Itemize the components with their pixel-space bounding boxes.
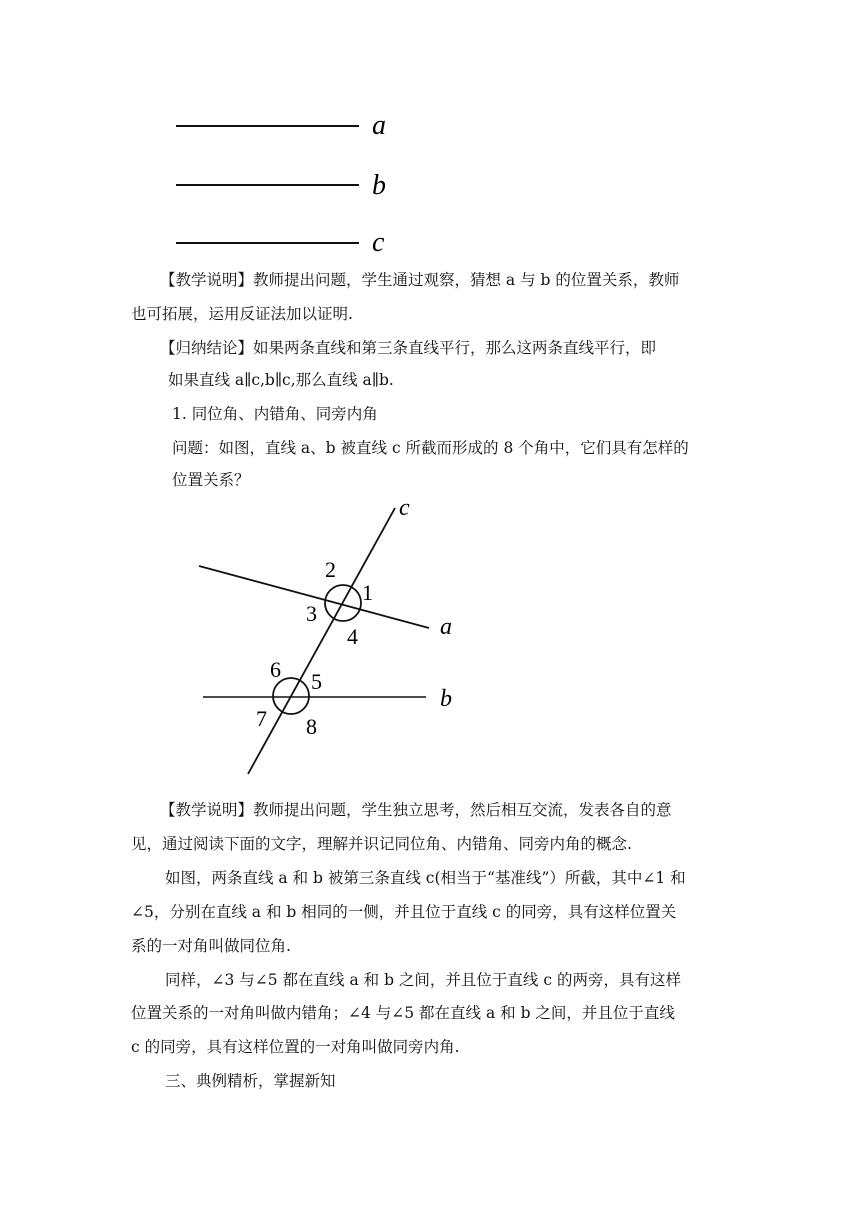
question-line1: 问题：如图，直线 a、b 被直线 c 所截而形成的 8 个角中，它们具有怎样的 [172, 439, 689, 457]
label-b-2: b [440, 686, 452, 712]
section3-heading: 三、典例精析，掌握新知 [165, 1072, 336, 1090]
p5-line2: 位置关系的一对角叫做内错角；∠4 与∠5 都在直线 a 和 b 之间，并且位于直线 [131, 1004, 675, 1022]
p3-line2: 见，通过阅读下面的文字，理解并识记同位角、内错角、同旁内角的概念. [131, 835, 632, 853]
p5-line3: c 的同旁，具有这样位置的一对角叫做同旁内角. [131, 1038, 460, 1056]
p2-line2: 如果直线 a∥c,b∥c,那么直线 a∥b. [168, 371, 394, 389]
p2-line1: 【归纳结论】如果两条直线和第三条直线平行，那么这两条直线平行，即 [160, 339, 657, 357]
angle-5: 5 [311, 669, 322, 694]
angle-4: 4 [347, 624, 358, 649]
angle-1: 1 [362, 580, 373, 605]
p4-line2: ∠5，分别在直线 a 和 b 相同的一侧，并且位于直线 c 的同旁，具有这样位置关 [131, 903, 677, 921]
question-line2: 位置关系？ [172, 471, 250, 489]
angle-2: 2 [325, 557, 336, 582]
p5-line1: 同样，∠3 与∠5 都在直线 a 和 b 之间，并且位于直线 c 的两旁，具有这样 [165, 971, 681, 989]
angle-3: 3 [306, 601, 317, 626]
label-c: c [372, 227, 385, 258]
angle-6: 6 [270, 657, 281, 682]
p1-line2: 也可拓展，运用反证法加以证明. [131, 305, 353, 323]
label-a: a [372, 110, 386, 141]
label-c-2: c [399, 495, 410, 521]
p3-line1: 【教学说明】教师提出问题，学生独立思考，然后相互交流，发表各自的意 [160, 801, 672, 819]
transversal-c [248, 508, 395, 774]
label-a-2: a [440, 614, 452, 640]
angle-8: 8 [306, 714, 317, 739]
item1-heading: 1. 同位角、内错角、同旁内角 [172, 405, 378, 423]
p4-line3: 系的一对角叫做同位角. [131, 937, 291, 955]
label-b: b [372, 170, 386, 201]
p4-line1: 如图，两条直线 a 和 b 被第三条直线 c(相当于“基准线”）所截，其中∠1 和 [165, 869, 686, 887]
p1-line1: 【教学说明】教师提出问题，学生通过观察，猜想 a 与 b 的位置关系，教师 [160, 271, 680, 289]
angle-7: 7 [256, 706, 267, 731]
